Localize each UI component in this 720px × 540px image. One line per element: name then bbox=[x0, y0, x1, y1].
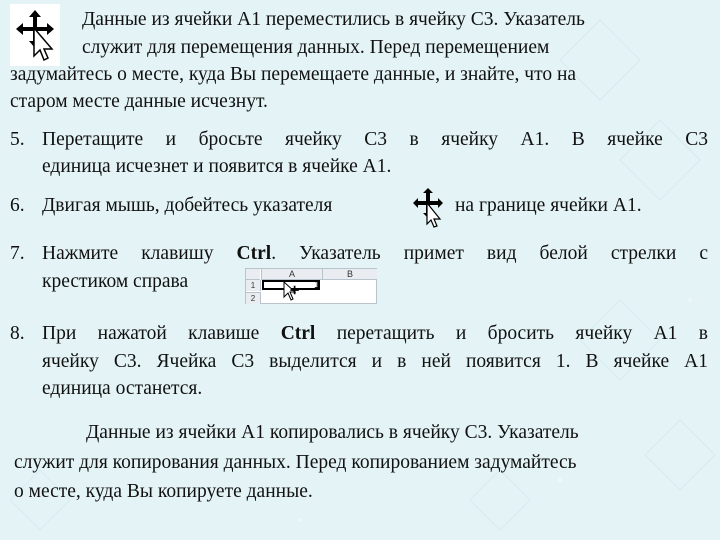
final-line-1: Данные из ячейки А1 копировались в ячейку С3. Указатель bbox=[86, 422, 579, 443]
step-8-line-1 bbox=[42, 322, 708, 346]
step-7-line-2: крестиком справа bbox=[42, 271, 189, 292]
copy-pointer-icon bbox=[282, 281, 304, 303]
step-8-line-2: ячейку С3. Ячейка С3 выделится и в ней появится 1. В ячейке А1 bbox=[42, 351, 708, 372]
move-pointer-icon bbox=[410, 186, 448, 228]
step-5-line-1: Перетащите и бросьте ячейку С3 в ячейку А1. В ячейке С3 bbox=[42, 129, 708, 150]
step-7-line-1 bbox=[42, 242, 708, 266]
step-6-text-after: на границе ячейки А1. bbox=[455, 195, 642, 216]
intro-line-3: задумайтесь о месте, куда Вы перемещаете данные, и знайте, что на bbox=[10, 64, 577, 85]
step-6-text-before: Двигая мышь, добейтесь указателя bbox=[42, 195, 333, 216]
row-header-1: 1 bbox=[246, 280, 261, 291]
step-8-text-a: При нажатой клавише bbox=[42, 323, 281, 344]
column-header-a: A bbox=[261, 269, 322, 280]
step-7-text-a: Нажмите клавишу bbox=[42, 243, 237, 264]
final-line-3: о месте, куда Вы копируете данные. bbox=[14, 481, 313, 502]
step-number: 7. bbox=[10, 243, 25, 264]
intro-line-2: служит для перемещения данных. Перед перемещением bbox=[82, 37, 550, 58]
move-pointer-icon bbox=[10, 4, 60, 66]
step-number: 6. bbox=[10, 195, 25, 216]
row-header-2: 2 bbox=[246, 292, 261, 304]
excel-fragment bbox=[245, 268, 377, 304]
intro-line-1: Данные из ячейки А1 переместились в ячейку С3. Указатель bbox=[82, 9, 585, 30]
column-header-b: B bbox=[322, 269, 377, 280]
step-number: 8. bbox=[10, 323, 25, 344]
step-8-text-b: перетащить и бросить ячейку А1 в bbox=[315, 323, 709, 344]
column-header-corner bbox=[246, 269, 260, 280]
ctrl-key-label: Ctrl bbox=[280, 323, 316, 344]
ctrl-key-label: Ctrl bbox=[236, 243, 272, 264]
cell-a1-value: 1 bbox=[314, 279, 321, 291]
step-7-text-b: . Указатель примет вид белой стрелки с bbox=[271, 243, 708, 264]
step-number: 5. bbox=[10, 129, 25, 150]
intro-line-4: старом месте данные исчезнут. bbox=[10, 91, 268, 112]
step-5-line-2: единица исчезнет и появится в ячейке А1. bbox=[42, 156, 392, 177]
step-8-line-3: единица останется. bbox=[42, 378, 203, 399]
final-line-2: служит для копирования данных. Перед копированием задумайтесь bbox=[14, 452, 577, 473]
